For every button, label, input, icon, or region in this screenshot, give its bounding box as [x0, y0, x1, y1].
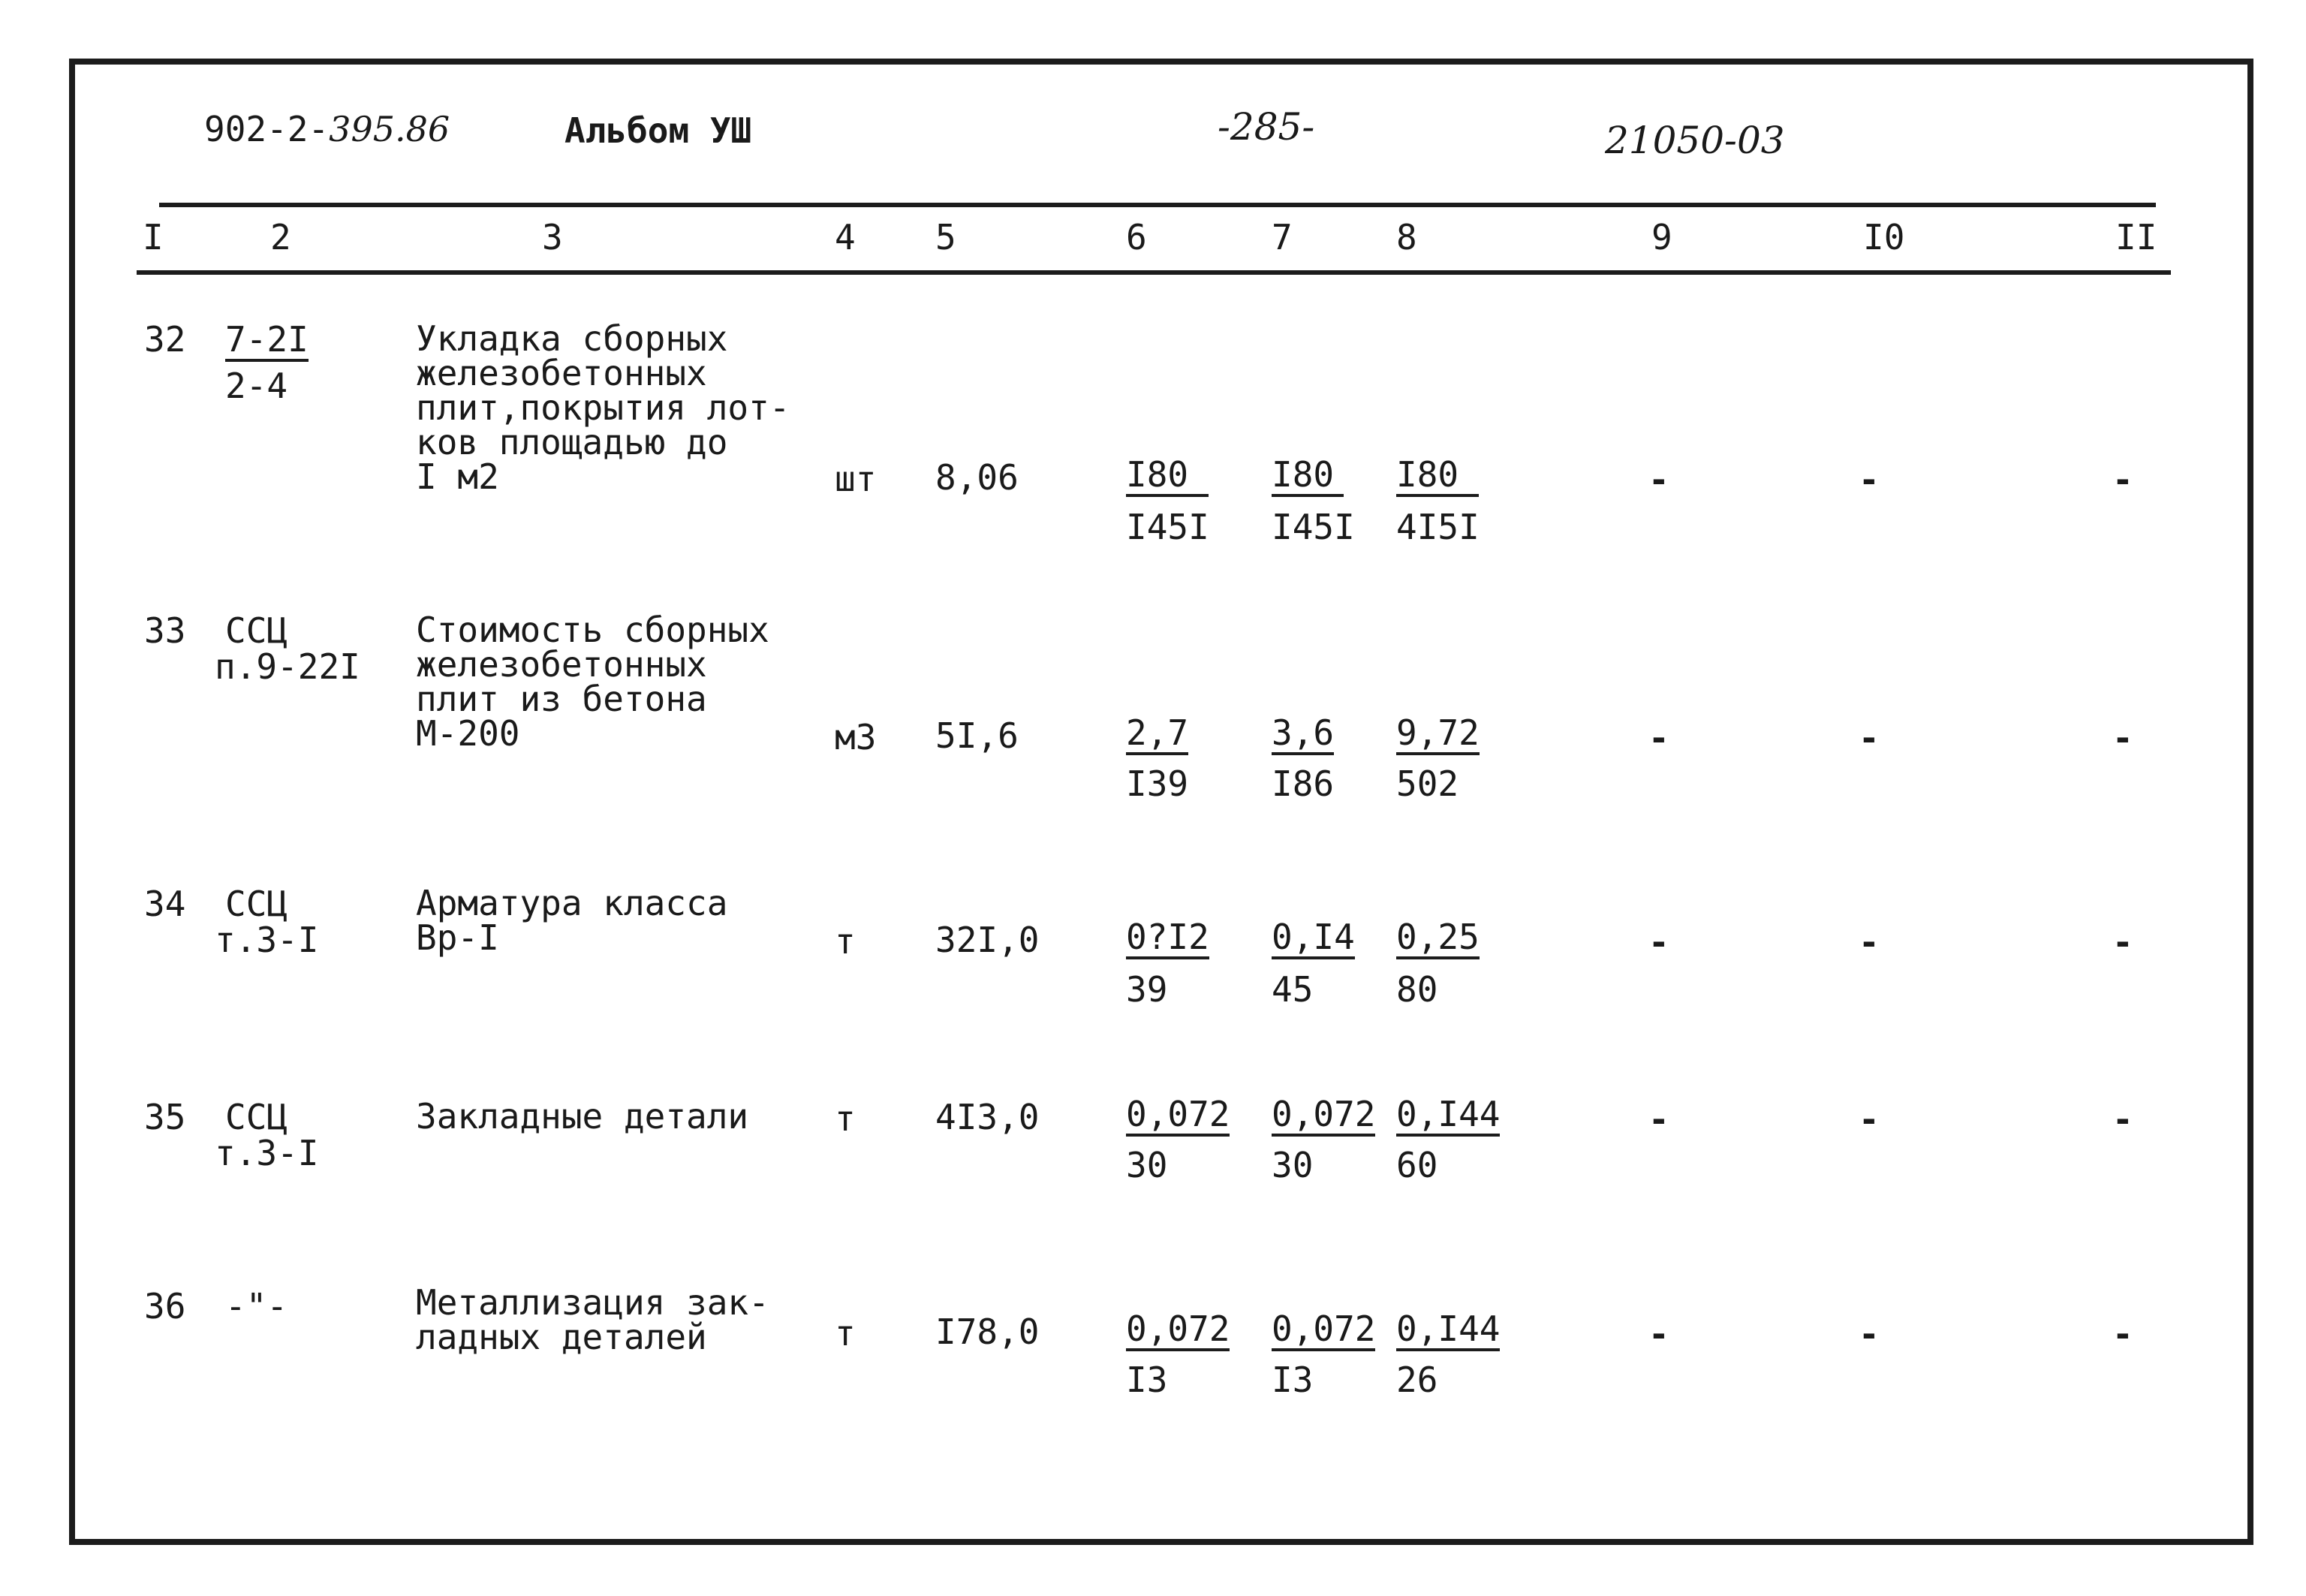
row-35-col7-bottom: 30: [1272, 1145, 1314, 1185]
row-33-col8-top: 9,72: [1396, 715, 1480, 755]
album-title: Альбом УШ: [564, 110, 752, 151]
row-32-unit: шт: [835, 459, 877, 499]
row-32-ref-top: 7-2I: [225, 321, 309, 362]
row-33-col10: -: [1859, 718, 1880, 758]
row-32-col6-top: I80: [1126, 456, 1209, 497]
row-34-ref-top: ССЦ: [225, 884, 288, 924]
row-34-col11: -: [2112, 922, 2133, 962]
row-33-col7-bottom: I86: [1272, 763, 1335, 804]
project-code: 21050-03: [1605, 119, 1785, 162]
row-36-col8-top: 0,I44: [1396, 1311, 1500, 1351]
column-header-4: 4: [835, 217, 856, 257]
column-header-6: 6: [1126, 217, 1147, 257]
column-header-1: I: [143, 217, 164, 257]
row-34-col10: -: [1859, 922, 1880, 962]
row-35-col9: -: [1648, 1099, 1669, 1140]
row-34-col8-top: 0,25: [1396, 919, 1480, 959]
row-35-col7-top: 0,072: [1272, 1096, 1375, 1137]
row-35-unit: т: [835, 1098, 856, 1139]
row-34-ref-bottom: т.3-I: [215, 920, 319, 960]
document-code: [204, 111, 450, 147]
row-32-col6-bottom: I45I: [1126, 507, 1209, 547]
row-36-unit: т: [835, 1313, 856, 1354]
column-header-8: 8: [1396, 217, 1417, 257]
row-34-col7-bottom: 45: [1272, 969, 1314, 1010]
row-33-unit: м3: [835, 717, 877, 757]
row-32-col11: -: [2112, 459, 2133, 500]
row-32-quantity: 8,06: [935, 457, 1019, 498]
row-32-col7-bottom: I45I: [1272, 507, 1355, 547]
row-34-col6-bottom: 39: [1126, 969, 1168, 1010]
row-33-col11: -: [2112, 718, 2133, 758]
row-32-ref-bottom: 2-4: [225, 366, 288, 406]
row-32-col8-top: I80: [1396, 456, 1479, 497]
row-36-col6-bottom: I3: [1126, 1360, 1168, 1400]
row-32-description: Укладка сборных железобетонных плит,покрытия лот- ков площадью до I м2: [416, 318, 790, 497]
row-33-description: Стоимость сборных железобетонных плит из бетона М-200: [416, 610, 769, 754]
document-code-typed: 902-2-: [204, 109, 330, 149]
row-36-col8-bottom: 26: [1396, 1360, 1438, 1400]
row-32-col10: -: [1859, 459, 1880, 500]
row-36-number: 36: [144, 1286, 186, 1326]
column-header-11: II: [2115, 217, 2157, 257]
row-34-unit: т: [835, 921, 856, 962]
row-33-ref-bottom: п.9-22I: [215, 646, 360, 687]
page-number: -285-: [1218, 105, 1315, 149]
column-header-7: 7: [1272, 217, 1293, 257]
row-35-col8-bottom: 60: [1396, 1145, 1438, 1185]
row-34-col8-bottom: 80: [1396, 969, 1438, 1010]
row-36-ref-top: -"-: [225, 1286, 288, 1326]
column-header-9: 9: [1651, 217, 1672, 257]
column-header-10: I0: [1863, 217, 1905, 257]
row-34-col7-top: 0,I4: [1272, 919, 1355, 959]
row-35-description: Закладные детали: [416, 1096, 749, 1137]
row-33-quantity: 5I,6: [935, 715, 1019, 756]
row-36-col9: -: [1648, 1314, 1669, 1354]
row-35-col8-top: 0,I44: [1396, 1096, 1500, 1137]
row-34-col9: -: [1648, 922, 1669, 962]
row-35-col6-top: 0,072: [1126, 1096, 1230, 1137]
row-33-col8-bottom: 502: [1396, 763, 1459, 804]
header-rule-bottom: [137, 270, 2171, 275]
row-35-ref-bottom: т.3-I: [215, 1133, 319, 1173]
row-32-col7-top: I80: [1272, 456, 1344, 497]
row-33-ref-top: ССЦ: [225, 610, 288, 651]
row-35-col11: -: [2112, 1099, 2133, 1140]
row-32-number: 32: [144, 319, 186, 360]
column-header-2: 2: [270, 217, 291, 257]
row-36-description: Металлизация зак- ладных деталей: [416, 1282, 769, 1357]
row-36-col6-top: 0,072: [1126, 1311, 1230, 1351]
row-32-col8-bottom: 4I5I: [1396, 507, 1480, 547]
column-header-3: 3: [542, 217, 563, 257]
row-36-col7-bottom: I3: [1272, 1360, 1314, 1400]
column-header-5: 5: [935, 217, 956, 257]
row-36-col10: -: [1859, 1314, 1880, 1354]
header-rule-top: [159, 203, 2156, 207]
row-34-description: Арматура класса Вр-I: [416, 883, 728, 958]
row-34-col6-top: 0?I2: [1126, 919, 1209, 959]
row-35-quantity: 4I3,0: [935, 1097, 1040, 1137]
row-36-col11: -: [2112, 1314, 2133, 1354]
row-34-quantity: 32I,0: [935, 920, 1040, 960]
row-34-number: 34: [144, 884, 186, 924]
row-35-col10: -: [1859, 1099, 1880, 1140]
row-32-col9: -: [1648, 459, 1669, 500]
row-33-col9: -: [1648, 718, 1669, 758]
row-35-col6-bottom: 30: [1126, 1145, 1168, 1185]
row-35-ref-top: ССЦ: [225, 1097, 288, 1137]
row-36-col7-top: 0,072: [1272, 1311, 1375, 1351]
row-35-number: 35: [144, 1097, 186, 1137]
document-code-handwritten: 395.86: [329, 109, 450, 149]
row-33-number: 33: [144, 610, 186, 651]
row-33-col6-top: 2,7: [1126, 715, 1188, 755]
row-36-quantity: I78,0: [935, 1311, 1040, 1352]
row-33-col7-top: 3,6: [1272, 715, 1334, 755]
row-33-col6-bottom: I39: [1126, 763, 1189, 804]
